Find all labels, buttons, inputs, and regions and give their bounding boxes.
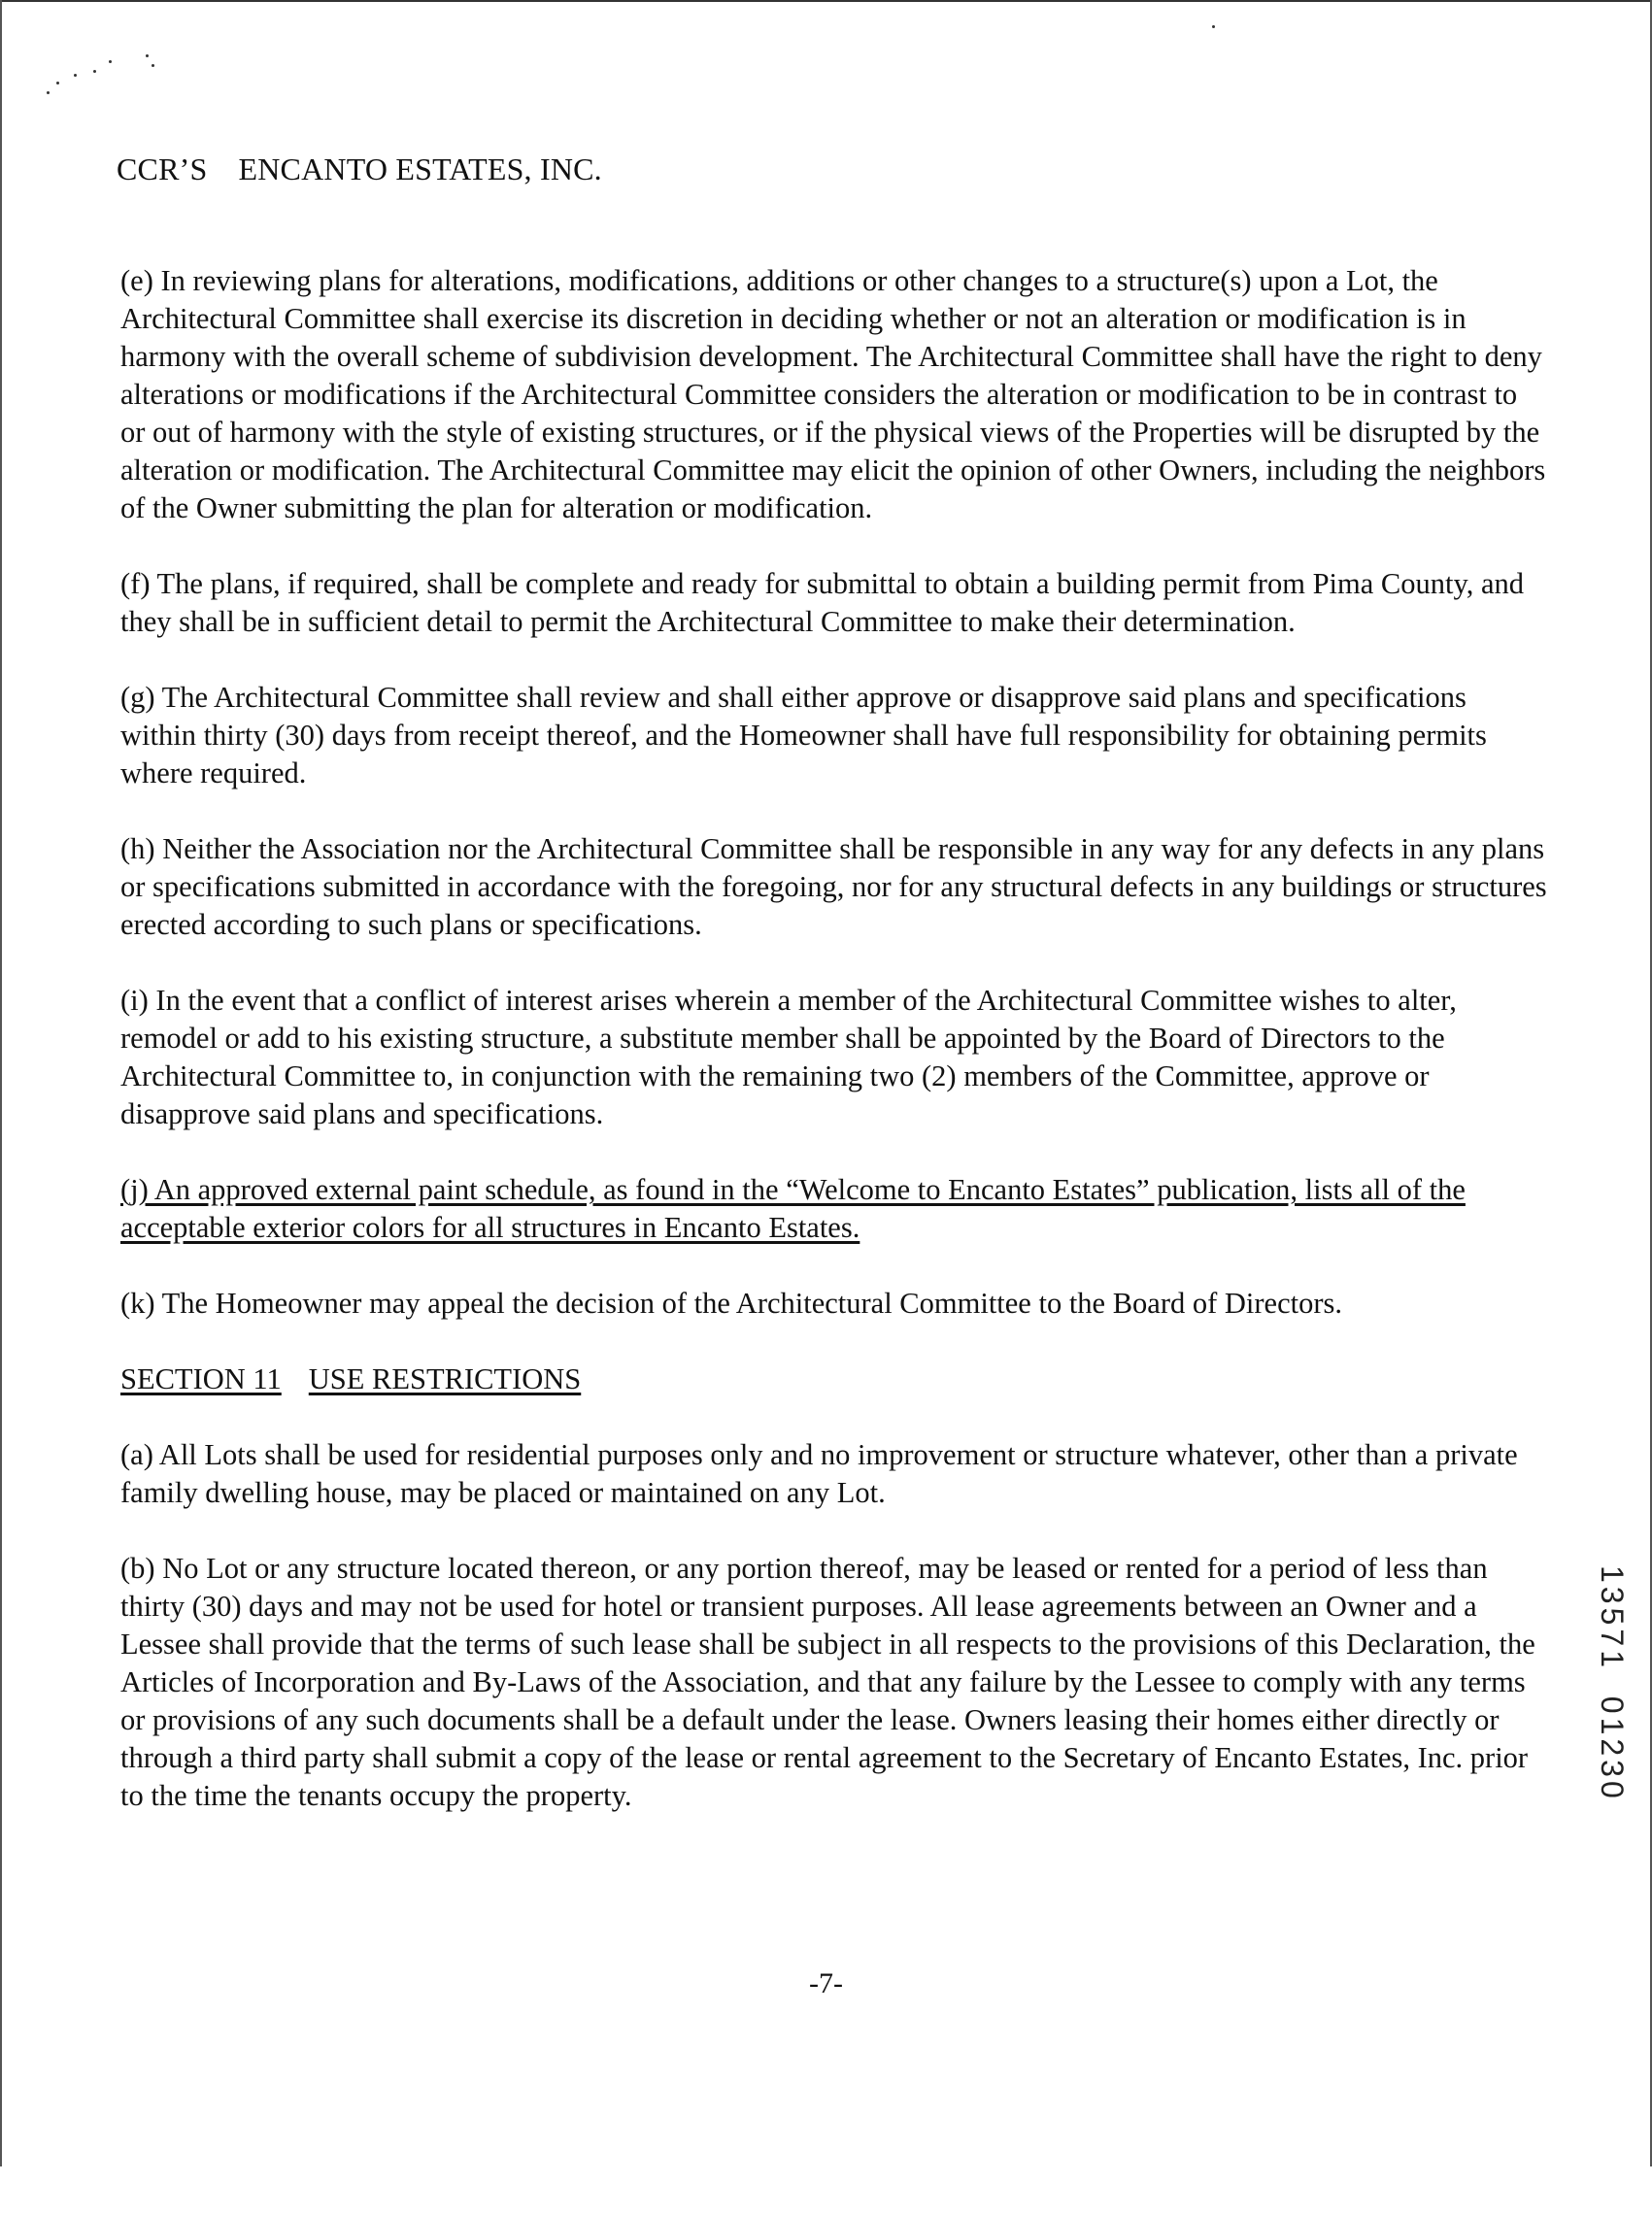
page-number: -7- [809, 1967, 843, 1999]
scan-speckle [109, 60, 112, 63]
scan-border-top [0, 0, 1652, 2]
scan-speckle [146, 54, 149, 57]
paragraph-k: (k) The Homeowner may appeal the decision of the Architectural Committee to the Board of Directors. [120, 1287, 1343, 1320]
paragraph-h: (h) Neither the Association nor the Architectural Committee shall be responsible in any way for any defects in any plans or specifications submitted in accordance with the foregoing, nor for any structural defects in any buildings or structures erected according to such plans or specifications. [120, 832, 1547, 941]
scan-speckle [152, 64, 154, 67]
paragraph-i: (i) In the event that a conflict of interest arises wherein a member of the Architectural Committee wishes to alter, remodel or add to his existing structure, a substitute member shall be appointed by the Board of Directors to the Architectural Committee to, in conjunction with the remaining two (2) members of the Committee, approve or disapprove said plans and specifications. [120, 984, 1457, 1130]
paragraph-j: (j) An approved external paint schedule, as found in the “Welcome to Encanto Estates” publication, lists all of the acceptable exterior colors for all structures in Encanto Estates. [120, 1173, 1466, 1244]
paragraph-section11-a: (a) All Lots shall be used for residential purposes only and no improvement or structure whatever, other than a private family dwelling house, may be placed or maintained on any Lot. [120, 1438, 1518, 1509]
recording-stamp-text: 13571 01230 [1595, 1565, 1630, 1802]
header-right: ENCANTO ESTATES, INC. [238, 151, 602, 186]
scan-speckle [93, 70, 96, 73]
document-header [117, 151, 602, 187]
paragraph-f: (f) The plans, if required, shall be complete and ready for submittal to obtain a building permit from Pima County, and they shall be in sufficient detail to permit the Architectural Committee to make their determination. [120, 567, 1525, 638]
scan-speckle [47, 91, 50, 94]
document-body [120, 262, 1548, 1853]
scan-speckle [74, 74, 77, 77]
section-number: SECTION 11 [120, 1362, 282, 1395]
header-left: CCR’S [117, 151, 208, 186]
paragraph-g: (g) The Architectural Committee shall review and shall either approve or disapprove said plans and specifications within thirty (30) days from receipt thereof, and the Homeowner shall have full responsibility for obtaining permits where required. [120, 681, 1487, 789]
section-title: USE RESTRICTIONS [308, 1362, 582, 1395]
section-heading [120, 1360, 1548, 1398]
paragraph-section11-b: (b) No Lot or any structure located thereon, or any portion thereof, may be leased or rented for a period of less than thirty (30) days and may not be used for hotel or transient purposes. All lease agreements between an Owner and a Lessee shall provide that the terms of such lease shall be subject in all respects to the provisions of this Declaration, the Articles of Incorporation and By-Laws of the Association, and that any failure by the Lessee to comply with any terms or provisions of any such documents shall be a default under the lease. Owners leasing their homes either directly or through a third party shall submit a copy of the lease or rental agreement to the Secretary of Encanto Estates, Inc. prior to the time the tenants occupy the property. [120, 1552, 1535, 1812]
paragraph-e: (e) In reviewing plans for alterations, modifications, additions or other changes to a structure(s) upon a Lot, the Architectural Committee shall exercise its discretion in deciding whether or not an alteration or modification is in harmony with the overall scheme of subdivision development. The Architectural Committee shall have the right to deny alterations or modifications if the Architectural Committee considers the alteration or modification to be in contrast to or out of harmony with the style of existing structures, or if the physical views of the Properties will be disrupted by the alteration or modification. The Architectural Committee may elicit the opinion of other Owners, including the neighbors of the Owner submitting the plan for alteration or modification. [120, 264, 1546, 524]
scan-speckle [1212, 25, 1215, 28]
scan-speckle [56, 82, 59, 84]
recording-stamp [1591, 1565, 1634, 2216]
scan-border-left [0, 0, 2, 2166]
